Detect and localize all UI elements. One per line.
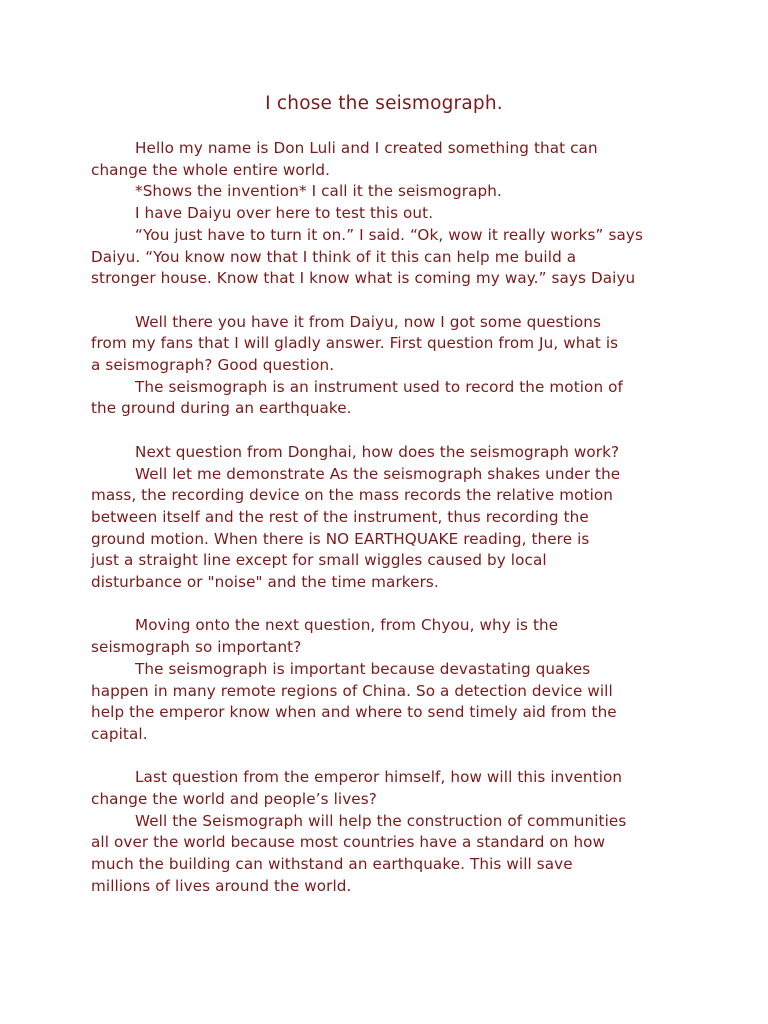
text-line: *Shows the invention* I call it the seismograph. [135,182,502,201]
text-line: I have Daiyu over here to test this out. [135,204,434,223]
text-line: millions of lives around the world. [91,876,352,895]
text-line: just a straight line except for small wiggles caused by local [91,551,547,570]
text-line: Last question from the emperor himself, how will this invention [135,768,623,787]
text-line: The seismograph is important because devastating quakes [135,659,591,678]
text-line: Well let me demonstrate As the seismograph shakes under the [135,464,621,483]
text-line: change the whole entire world. [91,160,331,179]
text-line: Hello my name is Don Luli and I created something that can [135,139,598,157]
text-line: “You just have to turn it on.” I said. “Ok, wow it really works” says [135,225,643,244]
paragraph-gap [91,290,691,312]
text-line: The seismograph is an instrument used to record the motion of [135,377,623,396]
text-line: a seismograph? Good question. [91,356,335,375]
text-line: between itself and the rest of the instrument, thus recording the [91,507,589,526]
text-line: the ground during an earthquake. [91,399,352,418]
text-line: from my fans that I will gladly answer. First question from Ju, what is [91,334,619,353]
text-line: Well there you have it from Daiyu, now I got some questions [135,312,602,331]
paragraph-gap [91,420,691,442]
text-line: all over the world because most countries have a standard on how [91,833,606,852]
text-line: ground motion. When there is NO EARTHQUAKE reading, there is [91,529,590,548]
text-line: capital. [91,724,148,743]
text-line: help the emperor know when and where to send timely aid from the [91,703,617,722]
text-line: happen in many remote regions of China. So a detection device will [91,681,613,700]
text-line: Daiyu. “You know now that I think of it this can help me build a [91,247,577,266]
text-line: disturbance or "noise" and the time markers. [91,573,439,592]
text-line: Well the Seismograph will help the construction of communities [135,811,627,830]
paragraph-gap [91,594,691,616]
text-line: Moving onto the next question, from Chyou, why is the [135,616,559,635]
document-body [91,138,691,898]
text-line: much the building can withstand an earthquake. This will save [91,855,573,874]
text-line: mass, the recording device on the mass records the relative motion [91,486,614,505]
document-title: I chose the seismograph. [265,93,503,114]
text-line: seismograph so important? [91,638,302,657]
text-line: change the world and people’s lives? [91,790,377,809]
text-line: Next question from Donghai, how does the seismograph work? [135,442,620,461]
text-line: stronger house. Know that I know what is coming my way.” says Daiyu [91,269,636,288]
paragraph-gap [91,746,691,768]
